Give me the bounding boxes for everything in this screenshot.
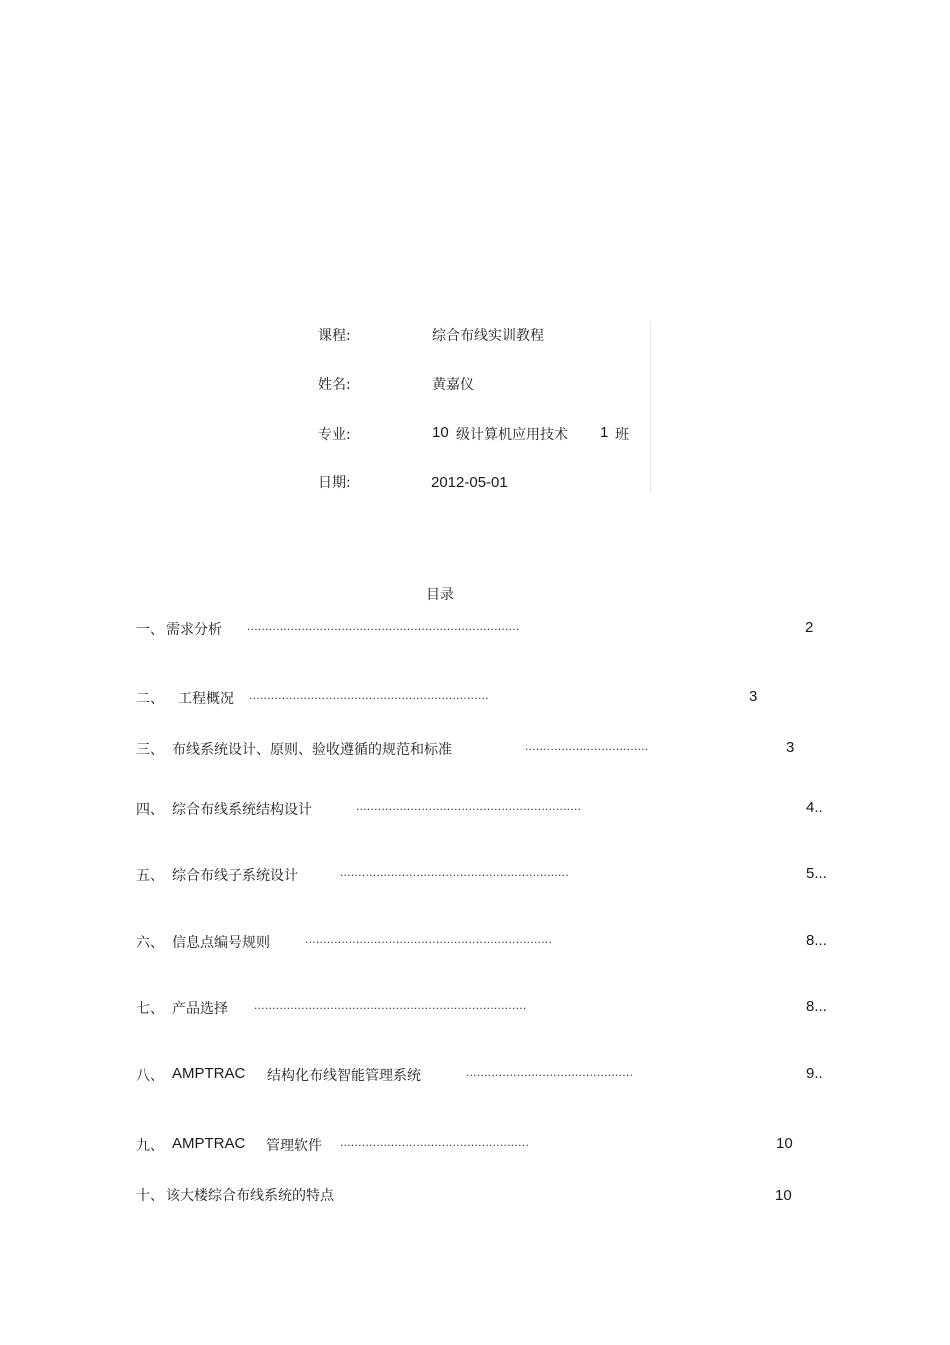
toc-item-number: 四、	[136, 802, 164, 818]
toc-item-number: 五、	[136, 868, 164, 884]
toc-item-prefix: AMPTRAC	[172, 1135, 246, 1152]
toc-leader-dots: ..............................................	[466, 1065, 634, 1079]
toc-title: 目录	[426, 587, 454, 603]
toc-item-number: 九、	[136, 1138, 164, 1154]
toc-item-title: 产品选择	[172, 1001, 228, 1017]
date-label: 日期:	[318, 475, 351, 491]
toc-page-number: 9..	[806, 1065, 823, 1082]
toc-item-number: 一、	[136, 622, 164, 638]
toc-item-number: 七、	[136, 1001, 164, 1017]
name-value: 黄嘉仪	[432, 377, 474, 393]
toc-leader-dots: ..............................................................	[356, 799, 582, 813]
toc-item-title: 综合布线子系统设计	[172, 868, 298, 884]
toc-leader-dots: ...............................................................	[340, 865, 569, 879]
toc-leader-dots: ..................................................................	[249, 688, 489, 702]
toc-page-number: 10	[775, 1187, 792, 1204]
toc-leader-dots: ...........................................................................	[254, 998, 527, 1012]
toc-item-title: 需求分析	[166, 622, 222, 638]
toc-page-number: 5...	[806, 865, 827, 882]
toc-item-title: 信息点编号规则	[172, 935, 270, 951]
toc-page-number: 4..	[806, 799, 823, 816]
toc-item-title: 工程概况	[178, 691, 234, 707]
toc-item-number: 十、	[136, 1188, 164, 1204]
date-value: 2012-05-01	[431, 474, 508, 491]
toc-item-number: 三、	[136, 742, 164, 758]
toc-item-prefix: AMPTRAC	[172, 1065, 246, 1082]
toc-page-number: 10	[776, 1135, 793, 1152]
major-label: 专业:	[318, 427, 351, 443]
toc-page-number: 8...	[806, 998, 827, 1015]
cover-divider-line	[650, 322, 651, 492]
toc-item-title: 该大楼综合布线系统的特点	[166, 1188, 334, 1204]
toc-item-title: 结构化布线智能管理系统	[267, 1068, 421, 1084]
major-value-class-suffix: 班	[615, 427, 629, 443]
toc-leader-dots: ....................................................................	[305, 932, 553, 946]
major-value-grade: 10	[432, 424, 449, 441]
toc-item-number: 二、	[136, 691, 164, 707]
major-value-class-number: 1	[600, 424, 609, 441]
toc-item-title: 管理软件	[266, 1138, 322, 1154]
toc-item-number: 八、	[136, 1068, 164, 1084]
toc-leader-dots: ....................................................	[340, 1135, 529, 1149]
major-value-program: 级计算机应用技术	[456, 427, 568, 443]
toc-page-number: 3	[786, 739, 795, 756]
toc-page-number: 3	[749, 688, 758, 705]
toc-leader-dots: ..................................	[525, 739, 649, 753]
course-value: 综合布线实训教程	[432, 328, 544, 344]
toc-page-number: 8...	[806, 932, 827, 949]
toc-item-number: 六、	[136, 935, 164, 951]
toc-page-number: 2	[805, 619, 814, 636]
name-label: 姓名:	[318, 377, 351, 393]
toc-item-title: 综合布线系统结构设计	[172, 802, 312, 818]
toc-item-title: 布线系统设计、原则、验收遵循的规范和标准	[172, 742, 452, 758]
toc-leader-dots: ...........................................................................	[247, 619, 520, 633]
course-label: 课程:	[318, 328, 351, 344]
